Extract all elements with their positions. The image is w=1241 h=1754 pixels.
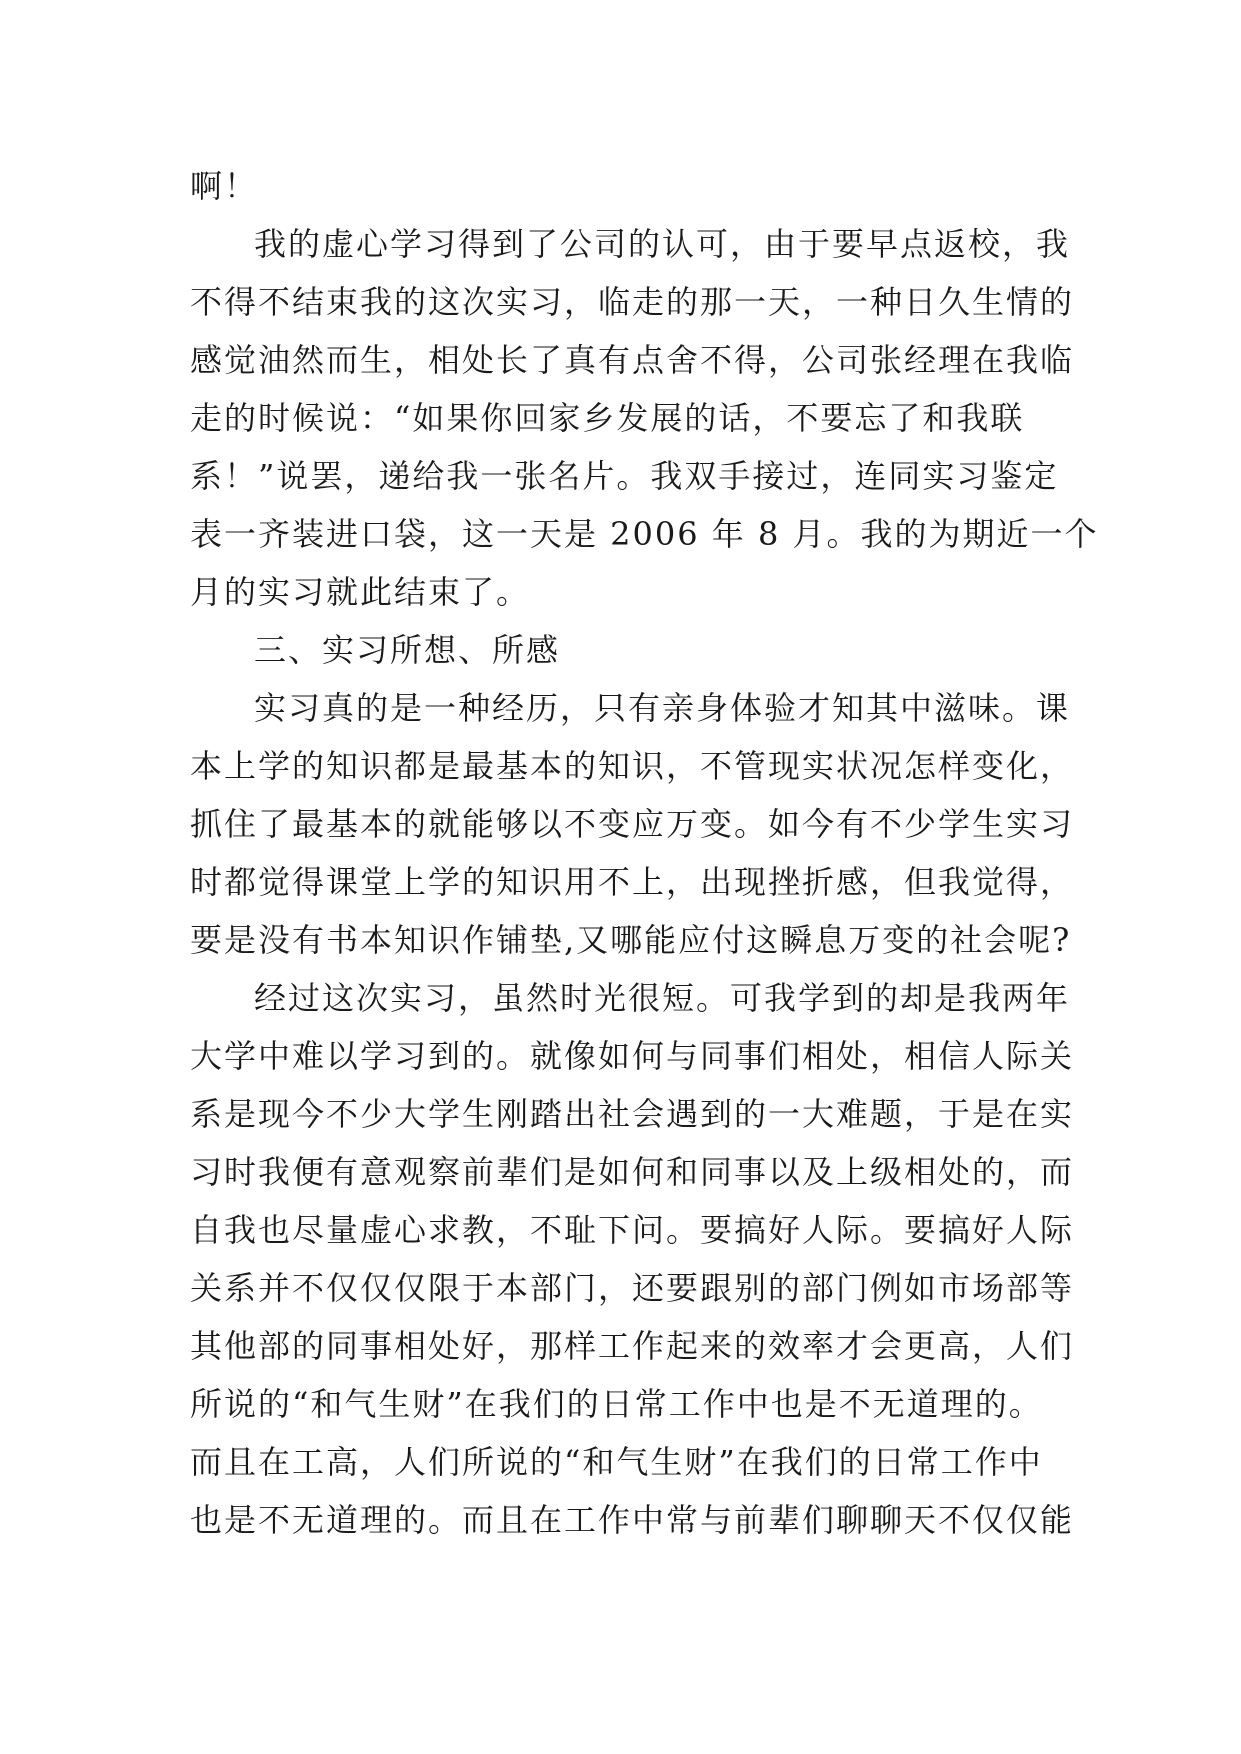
text-line: 也是不无道理的。而且在工作中常与前辈们聊聊天不仅仅能 (190, 1501, 1075, 1539)
text-line: 而且在工高，人们所说的“和气生财”在我们的日常工作中 (190, 1443, 1043, 1481)
text-line: 抓住了最基本的就能够以不变应万变。如今有不少学生实习 (190, 805, 1075, 843)
paragraph-start-line: 经过这次实习，虽然时光很短。可我学到的却是我两年 (254, 979, 1071, 1017)
text-line: 时都觉得课堂上学的知识用不上，出现挫折感，但我觉得， (190, 863, 1075, 901)
text-line: 月的实习就此结束了。 (190, 573, 531, 611)
text-line: 所说的“和气生财”在我们的日常工作中也是不无道理的。 (190, 1385, 1043, 1423)
text-line: 走的时候说：“如果你回家乡发展的话，不要忘了和我联 (190, 399, 1025, 437)
text-line: 习时我便有意观察前辈们是如何和同事以及上级相处的，而 (190, 1153, 1075, 1191)
text-line: 本上学的知识都是最基本的知识，不管现实状况怎样变化， (190, 747, 1075, 785)
text-line: 系！”说罢，递给我一张名片。我双手接过，连同实习鉴定 (190, 457, 1059, 495)
section-heading: 三、实习所想、所感 (254, 631, 561, 669)
text-line: 关系并不仅仅仅限于本部门，还要跟别的部门例如市场部等 (190, 1269, 1075, 1307)
paragraph-start-line: 实习真的是一种经历，只有亲身体验才知其中滋味。课 (254, 689, 1071, 727)
text-line: 自我也尽量虚心求教，不耻下问。要搞好人际。要搞好人际 (190, 1211, 1075, 1249)
text-line: 要是没有书本知识作铺垫,又哪能应付这瞬息万变的社会呢? (190, 921, 1072, 959)
text-line: 其他部的同事相处好，那样工作起来的效率才会更高，人们 (190, 1327, 1075, 1365)
text-line: 系是现今不少大学生刚踏出社会遇到的一大难题，于是在实 (190, 1095, 1075, 1133)
paragraph-start-line: 我的虚心学习得到了公司的认可，由于要早点返校，我 (254, 225, 1071, 263)
text-line: 表一齐装进口袋，这一天是 2006 年 8 月。我的为期近一个 (190, 515, 1099, 553)
text-line: 不得不结束我的这次实习，临走的那一天，一种日久生情的 (190, 283, 1075, 321)
text-line: 感觉油然而生，相处长了真有点舍不得，公司张经理在我临 (190, 341, 1075, 379)
text-line: 大学中难以学习到的。就像如何与同事们相处，相信人际关 (190, 1037, 1075, 1075)
text-line: 啊！ (190, 167, 259, 205)
